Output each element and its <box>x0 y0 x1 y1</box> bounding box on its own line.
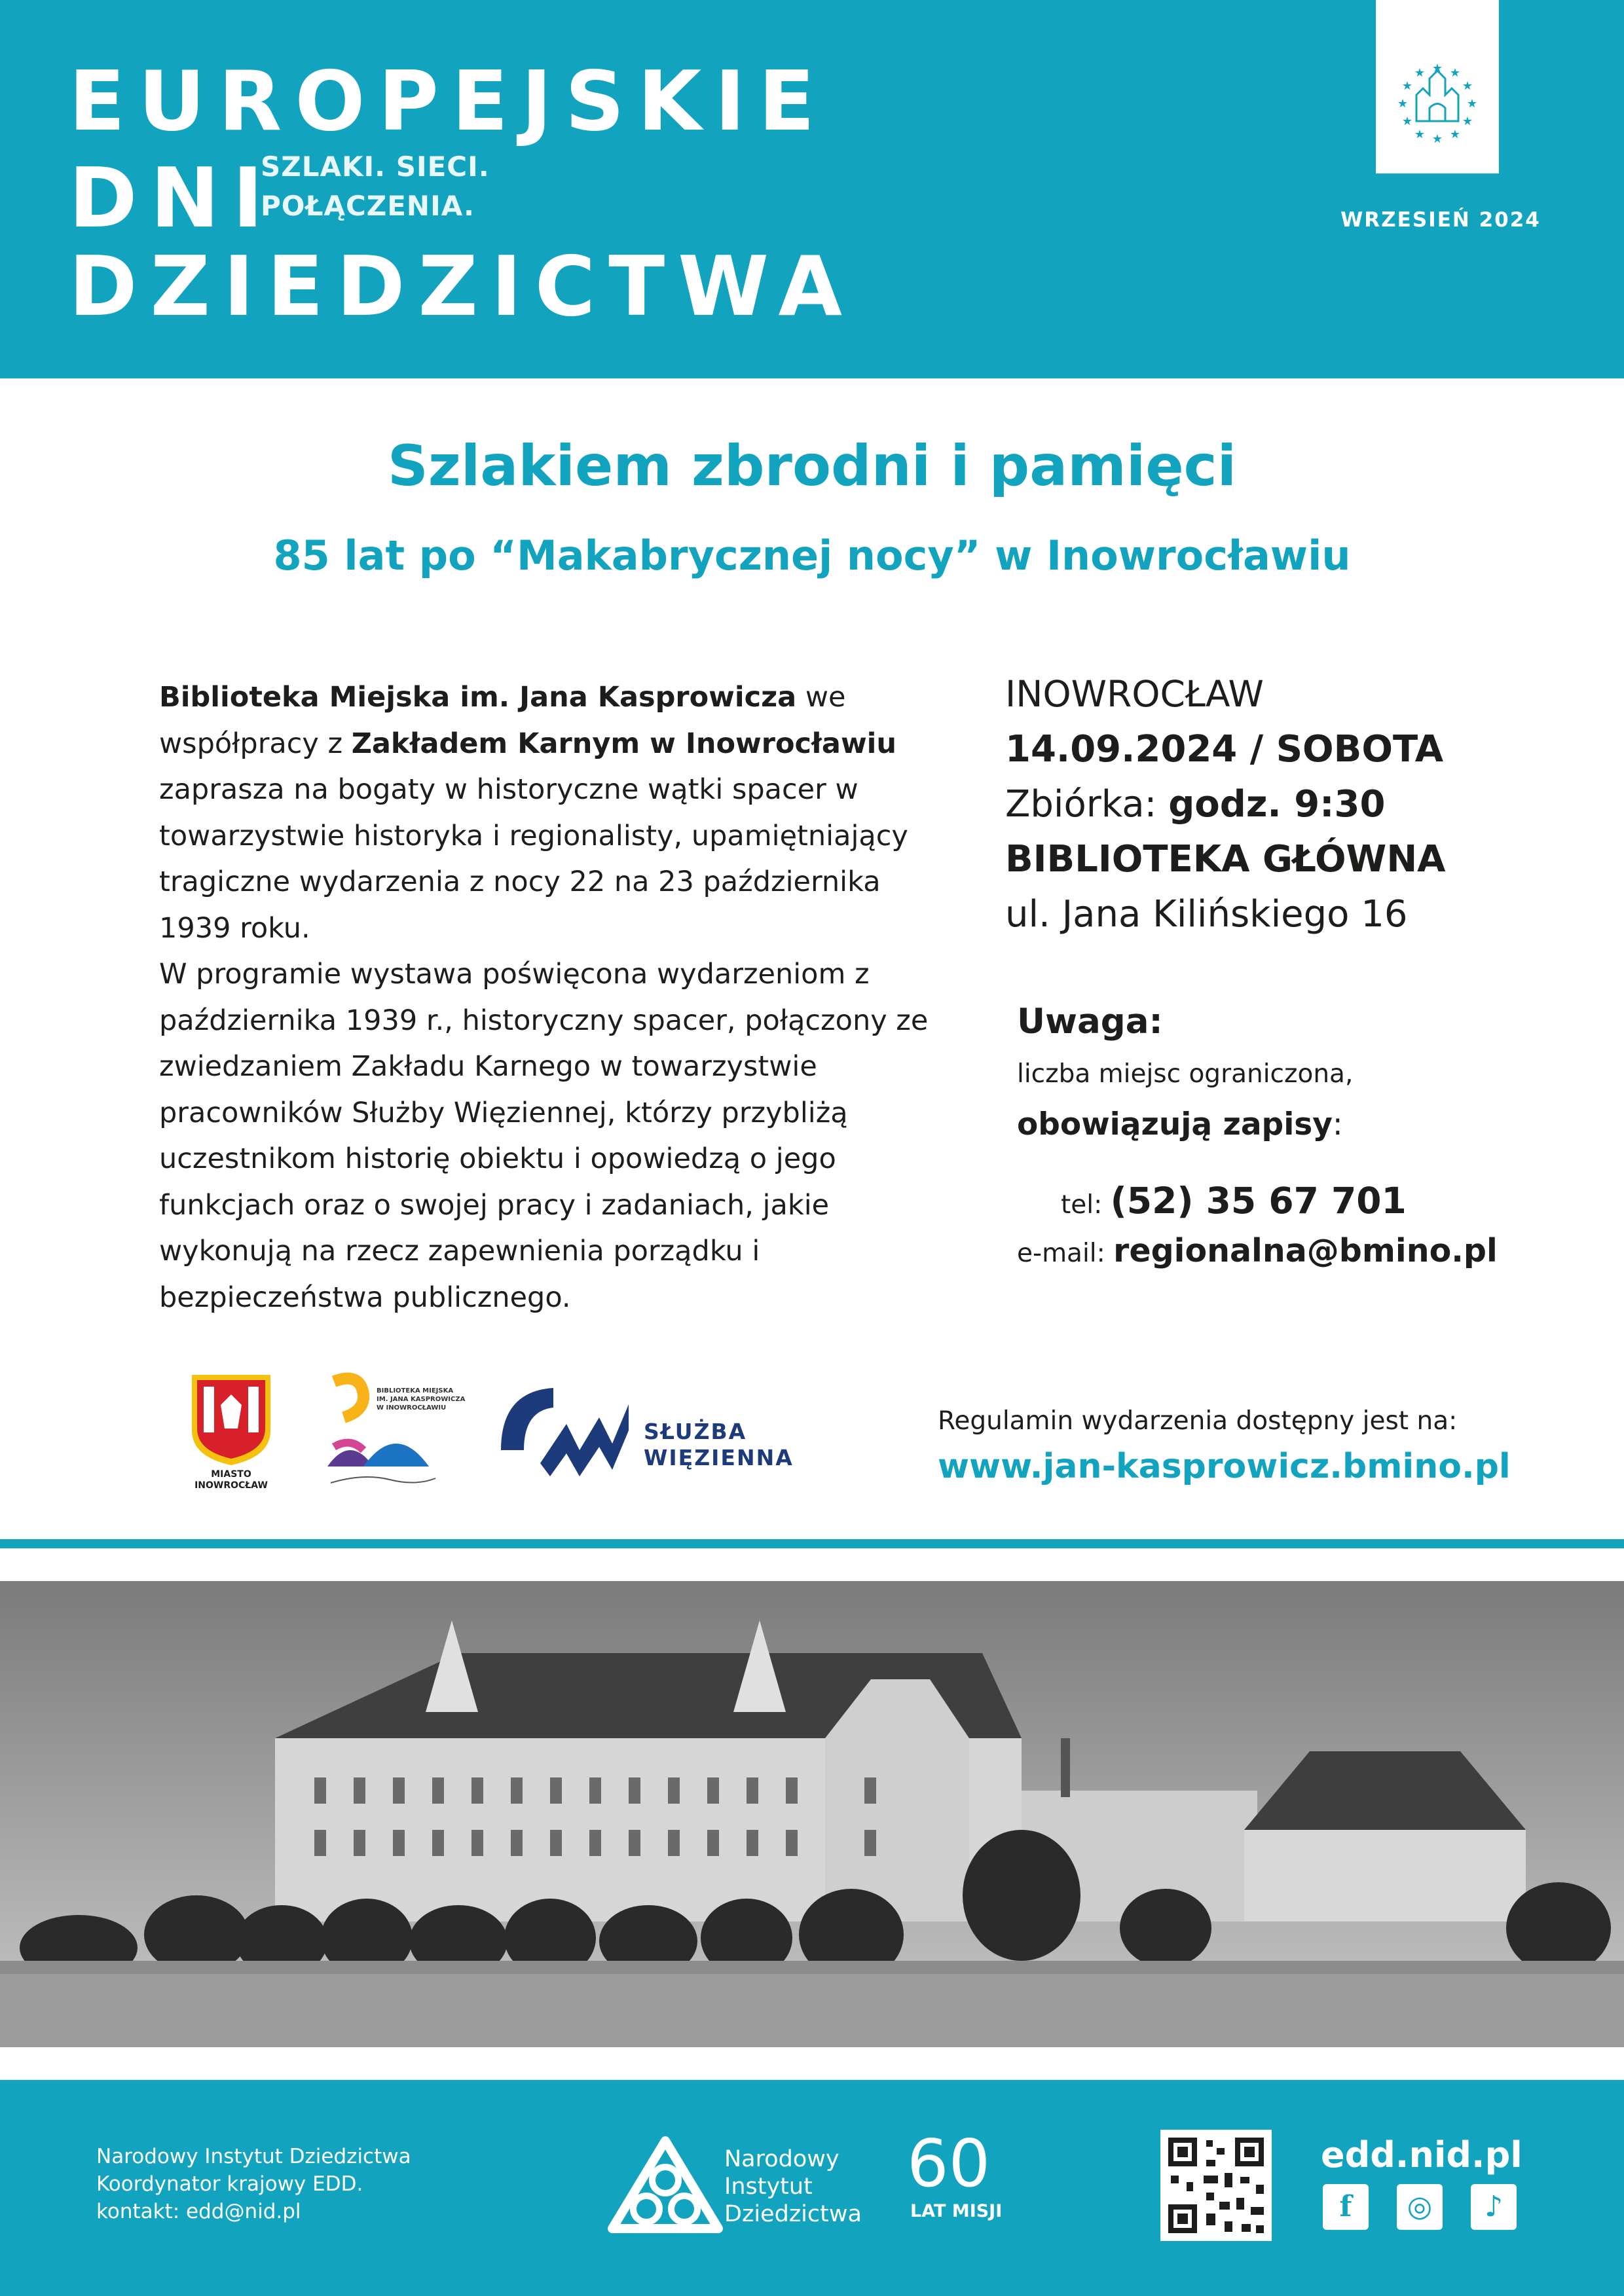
registration-required: obowiązują zapisy <box>1017 1106 1333 1142</box>
slogan <box>261 147 490 226</box>
nid-line2: Instytut <box>724 2174 813 2200</box>
section-divider <box>0 1539 1624 1548</box>
organizer-contact: kontakt: edd@nid.pl <box>96 2200 301 2223</box>
footer <box>0 2080 1624 2296</box>
header-banner <box>0 0 1624 378</box>
library-logo-label <box>377 1387 465 1412</box>
svg-text:★: ★ <box>1414 66 1426 80</box>
city-label-2: INOWROCŁAW <box>194 1480 268 1491</box>
contact-phone <box>1061 1180 1407 1222</box>
svg-text:★: ★ <box>1401 115 1413 128</box>
event-month: WRZESIEŃ 2024 <box>1340 208 1541 232</box>
description-paragraph-2: W programie wystawa poświęcona wydarzeniom z października 1939 r., historyczny spacer, połączony ze zwiedzaniem Zakładu Karnego w towarzystwie pracowników Służby Więziennej, którzy przybliżą uczestnikom historię obiektu i opowiedzą o jego funkcjach oraz o swojej pracy i zadaniach, jakie wykonują na rzecz zapewnienia porządku i bezpieczeństwa publicznego. <box>159 958 929 1314</box>
meeting-hour: godz. 9:30 <box>1168 783 1386 826</box>
organizer-role: Koordynator krajowy EDD. <box>96 2172 363 2196</box>
brand-title-line3: DZIEDZICTWA <box>69 238 855 335</box>
prison-service-label-2: WIĘZIENNA <box>644 1445 794 1470</box>
prison-service-emblem-icon <box>494 1378 638 1483</box>
svg-text:★: ★ <box>1462 79 1473 93</box>
city-logo <box>185 1368 277 1499</box>
nid-line3: Dziedzictwa <box>724 2201 862 2227</box>
library-logo <box>324 1368 475 1499</box>
city-logo-label <box>185 1469 277 1491</box>
prison-service-logo <box>494 1378 809 1483</box>
prison-name: Zakładem Karnym w Inowrocławiu <box>351 727 897 760</box>
event-description <box>159 674 932 1321</box>
library-label-3: W INOWROCŁAWIU <box>377 1404 447 1412</box>
description-text: zaprasza na bogaty w historyczne wątki spacer w towarzystwie historyka i regionalisty, upamiętniający tragiczne wydarzenia z nocy 22 na 23 października 1939 roku. <box>159 773 908 945</box>
facebook-icon[interactable]: f <box>1323 2184 1369 2230</box>
email-address[interactable]: regionalna@bmino.pl <box>1113 1232 1498 1269</box>
page-title: Szlakiem zbrodni i pamięci <box>387 433 1237 499</box>
footer-organizer <box>96 2143 411 2225</box>
library-label-1: BIBLIOTEKA MIEJSKA <box>377 1387 454 1394</box>
svg-text:★: ★ <box>1414 128 1426 141</box>
regulations-label: Regulamin wydarzenia dostępny jest na: <box>938 1406 1458 1436</box>
description-paragraph-1 <box>159 674 932 951</box>
anniversary-number: 60 <box>907 2125 991 2202</box>
historic-building-photo <box>0 1581 1624 2047</box>
notice-limited: liczba miejsc ograniczona, <box>1017 1059 1354 1089</box>
brand-title-line2: DNI <box>69 150 276 246</box>
city-label-1: MIASTO <box>211 1469 251 1480</box>
svg-text:★: ★ <box>1449 128 1461 141</box>
event-date: 14.09.2024 / SOBOTA <box>1005 728 1444 771</box>
notice-registration <box>1017 1106 1343 1142</box>
description-text: we współpracy z <box>159 681 846 760</box>
email-label: e-mail: <box>1017 1239 1114 1268</box>
library-name: Biblioteka Miejska im. Jana Kasprowicza <box>159 681 797 714</box>
nid-logo-icon <box>606 2136 725 2234</box>
qr-code-icon[interactable] <box>1160 2130 1272 2241</box>
library-label-2: IM. JANA KASPROWICZA <box>377 1396 466 1403</box>
phone-number[interactable]: (52) 35 67 701 <box>1110 1180 1407 1222</box>
svg-text:★: ★ <box>1401 79 1413 93</box>
nid-line1: Narodowy <box>724 2146 840 2172</box>
phone-label: tel: <box>1061 1190 1111 1220</box>
footer-website[interactable]: edd.nid.pl <box>1321 2134 1522 2176</box>
tiktok-icon[interactable]: ♪ <box>1471 2184 1517 2230</box>
castle-stars-emblem-icon <box>1376 0 1499 173</box>
event-city: INOWROCŁAW <box>1005 673 1264 715</box>
meeting-label: Zbiórka: <box>1005 783 1169 826</box>
svg-text:★: ★ <box>1397 97 1409 111</box>
city-coat-of-arms-icon <box>185 1368 277 1467</box>
svg-text:★: ★ <box>1449 66 1461 80</box>
anniversary-label: LAT MISJI <box>910 2201 1003 2221</box>
slogan-line2: POŁĄCZENIA. <box>261 190 475 222</box>
instagram-icon[interactable]: ◎ <box>1397 2184 1443 2230</box>
meeting-time <box>1005 783 1385 826</box>
colon: : <box>1332 1106 1343 1142</box>
brand-title-line1: EUROPEJSKIE <box>69 53 828 149</box>
regulations-link[interactable]: www.jan-kasprowicz.bmino.pl <box>938 1447 1511 1486</box>
meeting-place: BIBLIOTEKA GŁÓWNA <box>1005 838 1446 881</box>
prison-building-image <box>0 1581 1624 2047</box>
svg-text:★: ★ <box>1431 62 1443 75</box>
svg-text:★: ★ <box>1466 97 1478 111</box>
notice-heading: Uwaga: <box>1017 1002 1163 1042</box>
prison-service-label <box>644 1419 794 1471</box>
slogan-line1: SZLAKI. SIECI. <box>261 151 490 183</box>
prison-service-label-1: SŁUŻBA <box>644 1419 747 1444</box>
nid-wordmark <box>724 2145 862 2228</box>
organizer-name: Narodowy Instytut Dziedzictwa <box>96 2145 411 2168</box>
edd-emblem <box>1376 0 1499 173</box>
meeting-address: ul. Jana Kilińskiego 16 <box>1005 893 1408 936</box>
contact-email <box>1017 1232 1498 1269</box>
page-subtitle: 85 lat po “Makabrycznej nocy” w Inowrocławiu <box>273 532 1351 579</box>
svg-text:★: ★ <box>1462 115 1473 128</box>
svg-text:★: ★ <box>1431 132 1443 146</box>
